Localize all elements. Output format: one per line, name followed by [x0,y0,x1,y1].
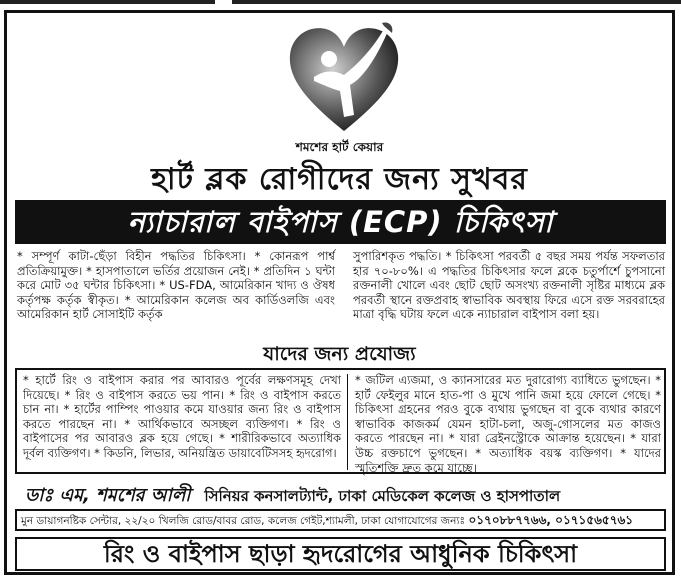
address-bar [15,509,666,531]
headline: হার্ট ব্লক রোগীদের জন্য সুখবর [151,162,528,197]
page-top-strip [0,0,681,10]
treatment-banner: ন্যাচারাল বাইপাস (ECP) চিকিৎসা [15,200,666,244]
top-rule-right [232,0,681,4]
applicable-text-right: * জটিল এ্যজমা, ও ক্যানসারের মত দুরারোগ্য ব্যাধিতে ভুগছেন। * হার্ট ফেইলুর মানে হাত-পা ও মুখে পানি জমা হয়ে ফোলে গেছে। * চিকিৎসা গ্রহনের পরও বুকে ব্যথায় ভুগছেন বা বুকে ব্যথার কারণে স্বাভাবিক কাজকর্ম যেমন হাটা-চলা, অজু-গোসলের মত কাজও করতে পারছেন না। * যারা ব্রেইনস্ট্রোকে আক্রান্ত হয়েছেন। * যারা উচ্চ রক্তচাপে ভুগছেন। * অত্যাধিক বয়স্ক ব্যক্তিগণ। * যাদের স্মৃতিশক্তি দ্রুত কমে যাচ্ছে। [355,373,661,475]
footer-tagline: রিং ও বাইপাস ছাড়া হৃদরোগের আধুনিক চিকিৎসা [15,537,666,571]
applicable-text-left: * হার্টে রিং ও বাইপাস করার পর আবারও পূর্বের লক্ষণসমূহ দেখা দিয়েছে। * রিং ও বাইপাস করতে ভয় পান। * রিং ও বাইপাস করতে চান না। * হার্টের পাম্পিং পাওয়ার কমে যাওয়ার জন্য রিং ও বাইপাস করতে পারছেন না। * আর্থিকভাবে অসচ্ছল ব্যক্তিগণ। * রিং ও বাইপাসের পর আবারও ব্লক হয়ে গেছে। * শারীরিকভাবে অত্যাধিক দূর্বল ব্যক্তিগণ। * কিডনি, লিভার, অনিয়ন্ত্রিত ডায়াবেটিসসহ হৃদরোগ। [23,373,341,460]
doctor-title: সিনিয়র কনসালট্যান্ট, ঢাকা মেডিকেল কলেজ ও হাসপাতাল [204,487,561,505]
logo-caption: শমশের হার্ট কেয়ার [295,140,384,154]
intro-text-right: সুপারিশকৃত পদ্ধতি। * চিকিৎসা পরবর্তী ৫ বছর সময় পর্যন্ত সফলতার হার ৭০-৮০%। এ পদ্ধতির চিকিৎসার ফলে ব্লকে চতুর্পার্শে চুপসানো রক্তনালী খোলে এবং ছোট ছোট অসংখ্য রক্তনালী সৃষ্টির মাধ্যমে ব্লক পরবর্তী স্থানে রক্তপ্রবাহ স্বাভাবিক অবস্থায় ফিরে এসে রক্ত সরবরাহের মাত্রা বৃদ্ধি ঘটায় ফলে একে ন্যাচারাল বাইপাস বলা হয়। [353,249,665,322]
intro-text-left: * সম্পূর্ণ কাটা-ছেঁড়া বিহীন পদ্ধতির চিকিৎসা। * কোনরূপ পার্শ্ব প্রতিক্রিয়ামুক্ত। * হাসপাতালে ভর্তির প্রয়োজন নেই। * প্রতিদিন ১ ঘন্টা করে মোট ৩৫ ঘন্টার চিকিৎসা। * US-FDA, আমেরিকান খাদ্য ও ঔষধ কর্তৃপক্ষ কর্তৃক স্বীকৃত। * আমেরিকান কলেজ অব কার্ডিওলজি এবং আমেরিকান হার্ট সোসাইটি কর্তৃক [17,249,335,322]
column-divider [347,374,348,470]
top-rule-left [0,0,215,4]
address-text: মুন ডায়াগনষ্টিক সেন্টার, ২২/২০ খিলজি রোড/বাবর রোড, কলেজ গেইট,শ্যামলী, ঢাকা যোগাযোগের জন্যঃ [21,515,466,527]
applicable-box [15,368,666,474]
advertisement [4,10,675,575]
applicable-heading: যাদের জন্য প্রযোজ্য [263,343,416,365]
doctor-name: ডাঃ এম, শমশের আলী [25,485,191,506]
doctor-line [25,481,665,512]
heart-logo-icon [284,19,404,139]
phone-numbers: ০১৭০৮৮৭৭৬৬, ০১৭১৫৬৫৭৬১ [468,513,634,527]
